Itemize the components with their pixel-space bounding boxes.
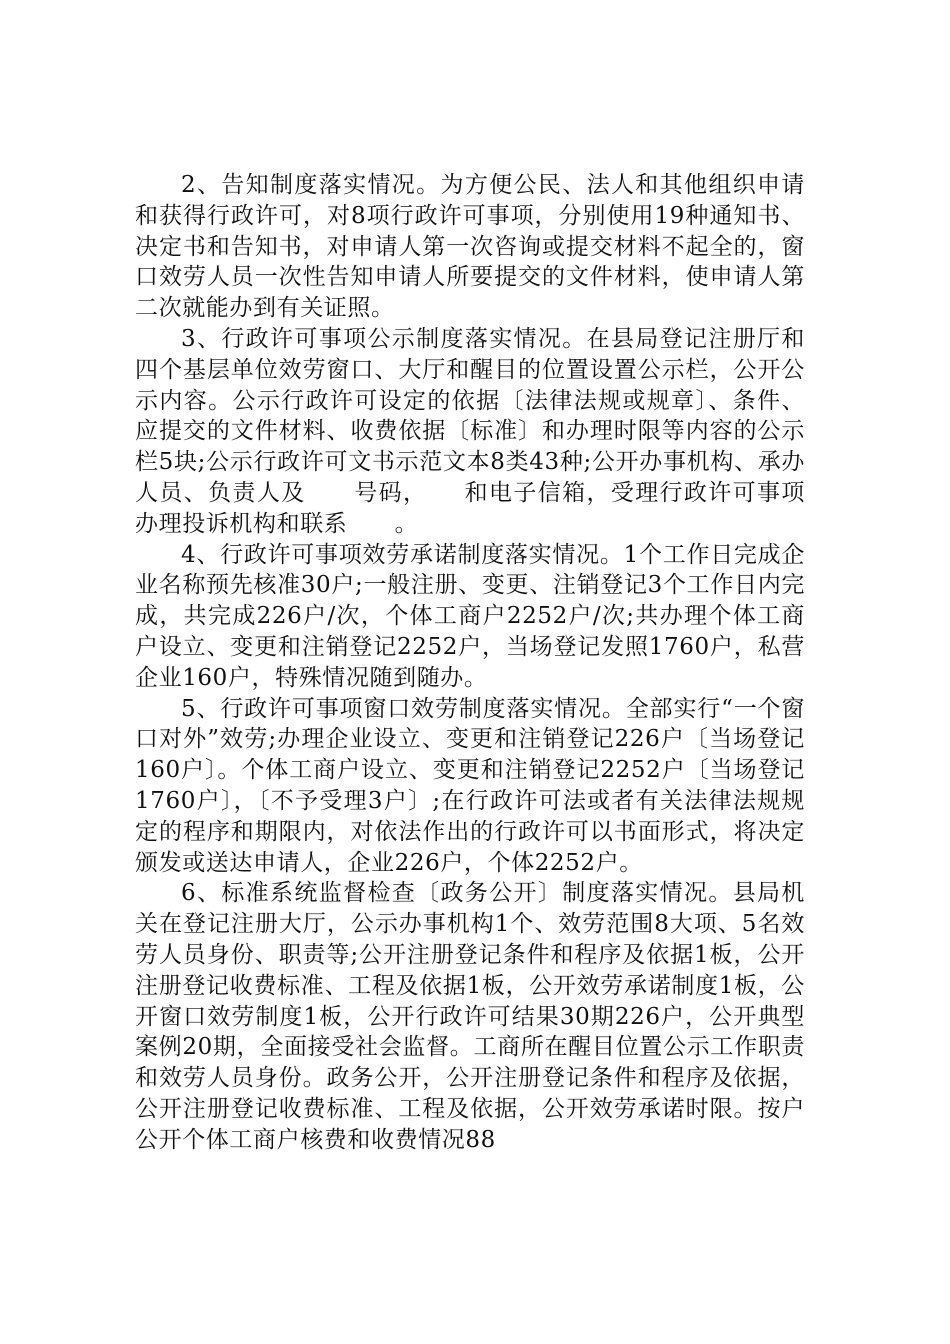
- paragraph-service-commitment-system: 4、行政许可事项效劳承诺制度落实情况。1个工作日完成企业名称预先核准30户;一般注册、变更、注销登记3个工作日内完成，共完成226户/次，个体工商户2252户/次;共办理个体工商户设立、变更和注销登记2252户，当场登记发照1760户，私营企业160户，特殊情况随到随办。: [135, 541, 805, 691]
- paragraph-supervision-system: 6、标准系统监督检查〔政务公开〕制度落实情况。县局机关在登记注册大厅，公示办事机构1个、效劳范围8大项、5名效劳人员身份、职责等;公开注册登记条件和程序及依据1板，公开注册登记收费标准、工程及依据1板，公开效劳承诺制度1板，公开窗口效劳制度1板，公开行政许可结果30期226户，公开典型案例20期，全面接受社会监督。工商所在醒目位置公示工作职责和效劳人员身份。政务公开，公开注册登记条件和程序及依据，公开注册登记收费标准、工程及依据，公开效劳承诺时限。按户公开个体工商户核费和收费情况88: [135, 880, 805, 1153]
- paragraph-window-service-system: 5、行政许可事项窗口效劳制度落实情况。全部实行“一个窗口对外”效劳;办理企业设立、变更和注销登记226户〔当场登记160户〕。个体工商户设立、变更和注销登记2252户〔当场登记1760户〕，〔不予受理3户〕;在行政许可法或者有关法律法规规定的程序和期限内，对依法作出的行政许可以书面形式，将决定颁发或送达申请人，企业226户，个体2252户。: [135, 695, 805, 876]
- paragraph-public-notice-system: 3、行政许可事项公示制度落实情况。在县局登记注册厅和四个基层单位效劳窗口、大厅和醒目的位置设置公示栏，公开公示内容。公示行政许可设定的依据〔法律法规或规章〕、条件、应提交的文件材料、收费依据〔标准〕和办理时限等内容的公示栏5块;公示行政许可文书示范文本8类43种;公开办事机构、承办人员、负责人及 号码， 和电子信箱，受理行政许可事项办理投诉机构和联系 。: [135, 325, 805, 537]
- paragraph-notification-system: 2、告知制度落实情况。为方便公民、法人和其他组织申请和获得行政许可，对8项行政许可事项，分别使用19种通知书、决定书和告知书，对申请人第一次咨询或提交材料不起全的，窗口效劳人员一次性告知申请人所要提交的文件材料，使申请人第二次就能办到有关证照。: [135, 172, 805, 322]
- document-body: [135, 170, 805, 1156]
